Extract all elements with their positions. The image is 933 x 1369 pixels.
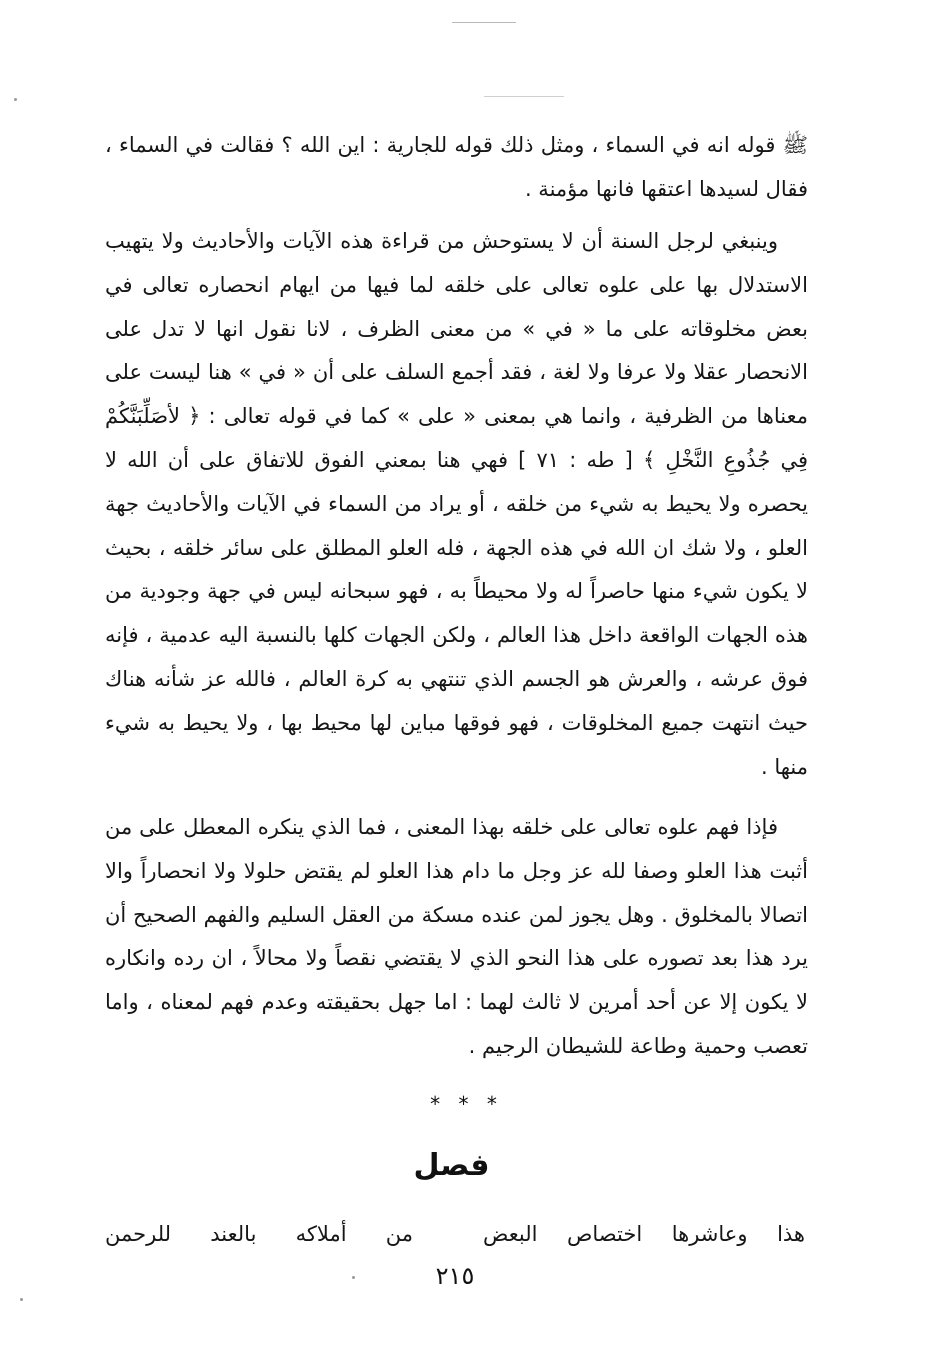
scan-artifact-top bbox=[452, 22, 516, 23]
scan-speck bbox=[20, 1298, 23, 1301]
paragraph-1: ﷺ قوله انه في السماء ، ومثل ذلك قوله للجارية : اين الله ؟ فقالت في السماء ، فقال لسيدها اعتقها فانها مؤمنة . bbox=[105, 133, 808, 201]
section-separator: * * * bbox=[430, 1092, 503, 1116]
scan-artifact-top-2 bbox=[484, 96, 564, 97]
verse-second-hemistich: من أملاكه بالعند للرحمن bbox=[105, 1222, 413, 1246]
page-number: ٢١٥ bbox=[435, 1262, 475, 1290]
poem-verse bbox=[105, 1214, 805, 1254]
verse-first-hemistich: هذا وعاشرها اختصاص البعض bbox=[483, 1222, 805, 1246]
paragraph-3: فإذا فهم علوه تعالى على خلقه بهذا المعنى ، فما الذي ينكره المعطل على من أثبت هذا العلو وصفا لله عز وجل ما دام هذا العلو لم يقتض حلولا ولا انحصاراً والا اتصالا بالمخلوق . وهل يجوز لمن عنده مسكة من العقل السليم والفهم الصحيح أن يرد هذا بعد تصوره على هذا النحو الذي لا يقتضي نقصاً ولا محالاً ، ان رده وانكاره لا يكون إلا عن أحد أمرين لا ثالث لهما : اما جهل بحقيقته وعدم فهم لمعناه ، واما تعصب وحمية وطاعة للشيطان الرجيم . bbox=[105, 815, 808, 1058]
section-title: فصل bbox=[413, 1148, 490, 1183]
scan-speck bbox=[14, 98, 17, 101]
paragraph-2: وينبغي لرجل السنة أن لا يستوحش من قراءة هذه الآيات والأحاديث ولا يتهيب الاستدلال بها على علوه تعالى على خلقه لما فيها من ايهام انحصاره تعالى في بعض مخلوقاته على ما « في » من معنى الظرف ، لانا نقول انها لا تدل على الانحصار عقلا ولا عرفا ولا لغة ، فقد أجمع السلف على أن « في » هنا ليست على معناها من الظرفية ، وانما هي بمعنى « على » كما في قوله تعالى : ﴿ لأصَلِّبَنَّكُمْ فِي جُذُوعِ النَّخْلِ ﴾ [ طه : ٧١ ] فهي هنا بمعني الفوق للاتفاق على أن الله لا يحصره ولا يحيط به شيء من خلقه ، أو يراد من السماء في الآيات والأحاديث جهة العلو ، ولا شك ان الله في هذه الجهة ، فله العلو المطلق على سائر خلقه ، بحيث لا يكون شيء منها حاصراً له ولا محيطاً به ، فهو سبحانه ليس في جهة وجودية من هذه الجهات الواقعة داخل هذا العالم ، ولكن الجهات كلها بالنسبة اليه عدمية ، فإنه فوق عرشه ، والعرش هو الجسم الذي تنتهي به كرة العالم ، فالله عز شأنه هناك حيث انتهت جميع المخلوقات ، فهو فوقها مباين لها محيط بها ، ولا يحيط به شيء منها . bbox=[105, 229, 808, 779]
